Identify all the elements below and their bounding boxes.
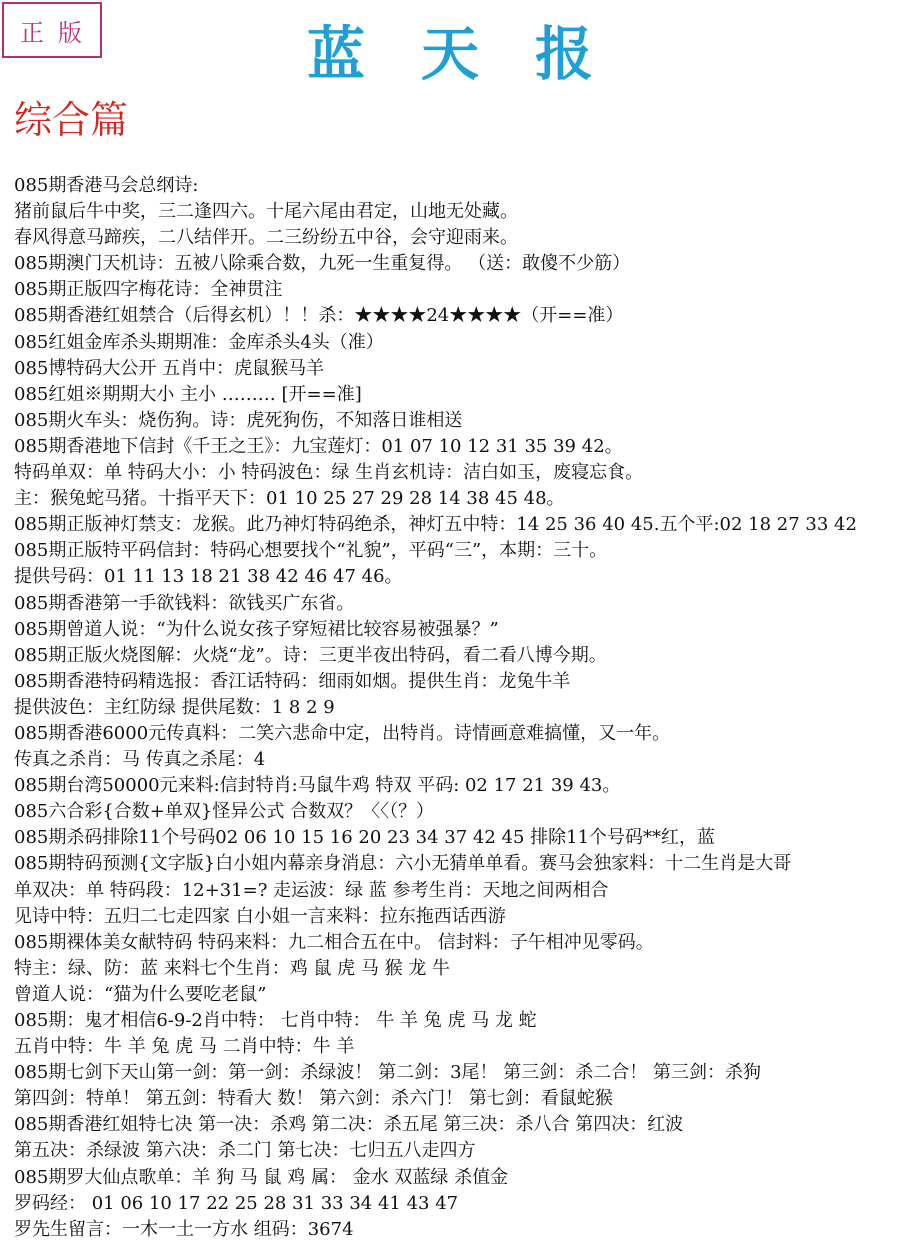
text-line: 见诗中特：五归二七走四家 白小姐一言来料：拉东拖西话西游 [14, 905, 506, 927]
text-line: 085期正版火烧图解：火烧“龙”。诗：三更半夜出特码，看二看八博今期。 [14, 644, 607, 666]
text-line: 085红姐金库杀头期期准：金库杀头4头（准） [14, 331, 384, 353]
text-line: 085博特码大公开 五肖中：虎鼠猴马羊 [14, 357, 325, 379]
edition-badge: 正版 [2, 2, 102, 58]
text-line: 085期香港第一手欲钱料：欲钱买广东省。 [14, 592, 355, 614]
text-line: 主：猴兔蛇马猪。十指平天下：01 10 25 27 29 28 14 38 45 48。 [14, 488, 565, 510]
text-line: 085期台湾50000元来料:信封特肖:马鼠牛鸡 特双 平码: 02 17 21 39 43。 [14, 775, 621, 797]
text-line: 085期杀码排除11个号码02 06 10 15 16 20 23 34 37 42 45 排除11个号码**红，蓝 [14, 827, 716, 849]
text-line: 单双决：单 特码段：12+31=? 走运波：绿 蓝 参考生肖：天地之间两相合 [14, 879, 609, 901]
newspaper-title: 蓝天报 [306, 20, 649, 88]
text-line: 085期裸体美女献特码 特码来料：九二相合五在中。 信封料：子午相冲见零码。 [14, 931, 654, 953]
section-title: 综合篇 [14, 98, 129, 142]
text-line: 085期火车头：烧伤狗。诗：虎死狗伤，不知落日谁相送 [14, 409, 463, 431]
text-line: 第五决：杀绿波 第六决：杀二门 第七决：七归五八走四方 [14, 1140, 476, 1162]
text-line: 085期：鬼才相信6-9-2肖中特： 七肖中特： 牛 羊 兔 虎 马 龙 蛇 [14, 1010, 537, 1031]
text-line: 085期香港6000元传真料：二笑六悲命中定，出特肖。诗情画意难搞懂，又一年。 [14, 722, 671, 744]
text-line: 085期香港马会总纲诗: [14, 175, 199, 196]
text-line: 春风得意马蹄疾，二八结伴开。二三纷纷五中谷，会守迎雨来。 [14, 227, 518, 249]
text-line: 085六合彩{合数+单双}怪异公式 合数双？〈〈（？） [14, 801, 435, 823]
text-line: 085期澳门天机诗：五被八除乘合数，九死一生重复得。 （送：敢傻不少筋） [14, 253, 631, 275]
text-line: 特主：绿、防：蓝 来料七个生肖：鸡 鼠 虎 马 猴 龙 牛 [14, 957, 451, 979]
content-lines [14, 173, 894, 1243]
text-line: 085期香港红姐特七决 第一决：杀鸡 第二决：杀五尾 第三决：杀八合 第四决：红波 [14, 1114, 684, 1136]
text-line: 罗码经： 01 06 10 17 22 25 28 31 33 34 41 43 47 [14, 1192, 459, 1214]
text-line: 085期香港地下信封《千王之王》：九宝莲灯：01 07 10 12 31 35 39 42。 [14, 435, 623, 457]
text-line: 传真之杀肖：马 传真之杀尾：4 [14, 749, 266, 771]
text-line: 曾道人说：“猫为什么要吃老鼠” [14, 983, 267, 1005]
text-line: 罗先生留言：一木一土一方水 组码：3674 [14, 1218, 354, 1240]
text-line: 085期正版特平码信封：特码心想要找个“礼貌”，平码“三”，本期：三十。 [14, 540, 608, 562]
text-line: 第四剑：特单！ 第五剑：特看大 数！ 第六剑：杀六门！ 第七剑：看鼠蛇猴 [14, 1088, 613, 1110]
text-line: 085期香港红姐禁合（后得玄机）！！杀：★★★★24★★★★（开==准） [14, 305, 624, 327]
text-line: 特码单双：单 特码大小：小 特码波色：绿 生肖玄机诗：洁白如玉，废寝忘食。 [14, 462, 644, 484]
text-line: 五肖中特：牛 羊 兔 虎 马 二肖中特：牛 羊 [14, 1036, 355, 1058]
text-line: 085期正版神灯禁支：龙猴。此乃神灯特码绝杀，神灯五中特：14 25 36 40 45.五个平:02 18 27 33 42 [14, 514, 857, 536]
text-line: 提供波色：主红防绿 提供尾数：1 8 2 9 [14, 696, 335, 718]
text-line: 085红姐※期期大小 主小 ……… [开==准] [14, 383, 362, 405]
text-line: 085期特码预测{文字版}白小姐内幕亲身消息：六小无猜单单看。赛马会独家料：十二生肖是大哥 [14, 853, 792, 875]
text-line: 085期香港特码精选报：香江话特码：细雨如烟。提供生肖：龙兔牛羊 [14, 670, 571, 692]
text-line: 提供号码：01 11 13 18 21 38 42 46 47 46。 [14, 566, 403, 588]
text-line: 085期七剑下天山第一剑：第一剑：杀绿波！ 第二剑：3尾！ 第三剑：杀二合！ 第三剑：杀狗 [14, 1062, 761, 1084]
text-line: 085期正版四字梅花诗：全神贯注 [14, 279, 283, 301]
text-line: 085期曾道人说：“为什么说女孩子穿短裙比较容易被强暴？” [14, 618, 499, 640]
text-line: 猪前鼠后牛中奖，三二逢四六。十尾六尾由君定，山地无处藏。 [14, 201, 518, 223]
text-line: 085期罗大仙点歌单：羊 狗 马 鼠 鸡 属： 金水 双蓝绿 杀值金 [14, 1166, 509, 1188]
